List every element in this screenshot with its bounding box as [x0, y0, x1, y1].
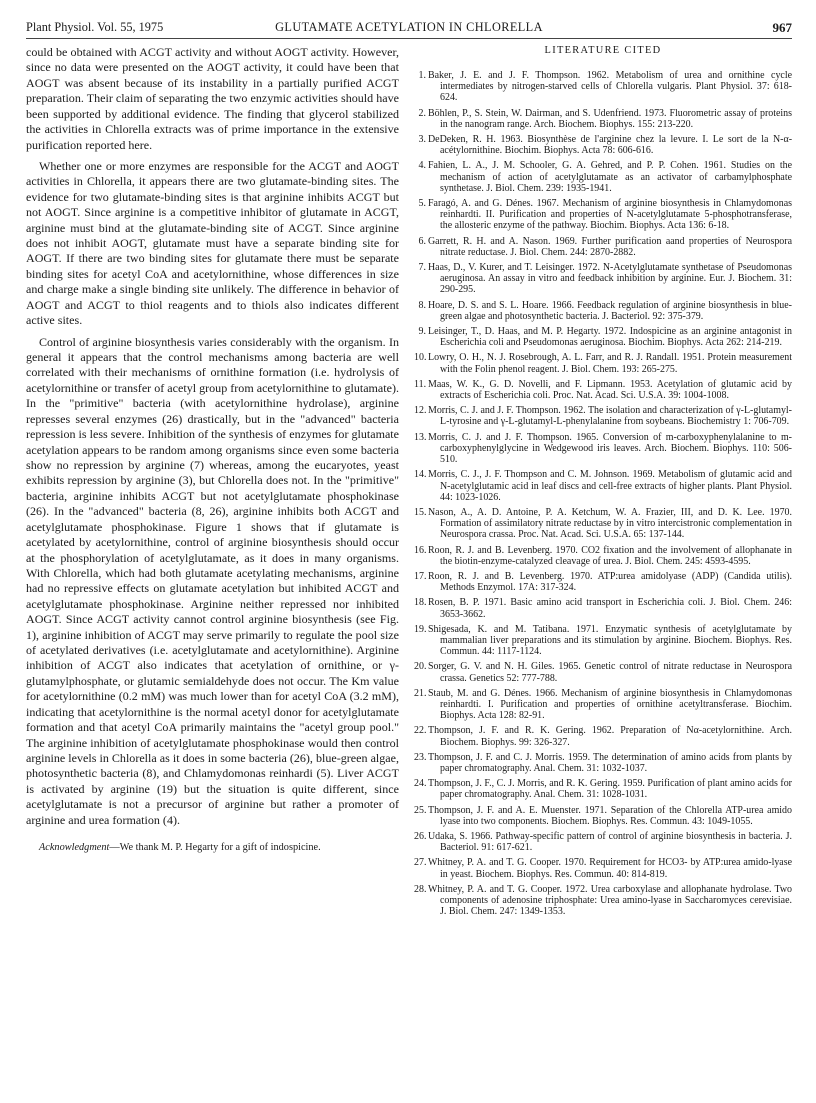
- reference-list: [414, 70, 792, 917]
- reference-text: Sorger, G. V. and N. H. Giles. 1965. Genetic control of nitrate reductase in Neurospora crassa. Genetics 52: 777-788.: [428, 661, 792, 684]
- reference-item: [414, 624, 792, 658]
- reference-item: [414, 507, 792, 541]
- reference-text: Shigesada, K. and M. Tatibana. 1971. Enzymatic synthesis of acetylglutamate by mammalian liver preparations and its stimulation by arginine. Biochem. Biophys. Res. Commun. 44: 1117-1124.: [428, 623, 792, 658]
- reference-number: 13.: [414, 431, 427, 443]
- running-title: GLUTAMATE ACETYLATION IN CHLORELLA: [275, 20, 543, 34]
- reference-number: 3.: [418, 134, 426, 146]
- reference-item: [414, 469, 792, 503]
- reference-item: [414, 352, 792, 374]
- reference-number: 11.: [414, 378, 427, 390]
- body-paragraph: Whether one or more enzymes are responsible for the ACGT and AOGT activities in Chlorella, it appears there are two glutamate-binding sites. The evidence for two glutamate-binding sites is that arginine inhibits ACGT but not AOGT. Since arginine is a competitive inhibitor of glutamate in ACGT, arginine must bind at the glutamate-binding site of ACGT. Since arginine does not inhibit AOGT, glutamate must have a separate binding site for AOGT. If there are two binding sites for glutamate there must be separate binding sites for acetyl CoA and acetylornithine, whose differences in size and charge make a single binding site unlikely. The difference in behavior of AOGT and ACGT to thiol reagents and to thiols also indicates different active sites.: [26, 158, 399, 328]
- reference-number: 23.: [414, 751, 427, 763]
- reference-item: [414, 884, 792, 918]
- reference-number: 24.: [414, 778, 427, 790]
- reference-text: Whitney, P. A. and T. G. Cooper. 1970. Requirement for HCO3- by ATP:urea amido-lyase in yeast. Biochem. Biophys. Res. Commun. 40: 814-819.: [428, 857, 792, 880]
- reference-text: Whitney, P. A. and T. G. Cooper. 1972. Urea carboxylase and allophanate hydrolase. Two components of adenosine triphosphate: Urea amino-lyase in Saccharomyces cerevisiae. J. Biol. Chem. 247: 1349-1353.: [428, 883, 792, 918]
- reference-item: [414, 725, 792, 747]
- reference-number: 5.: [418, 198, 426, 210]
- reference-item: [414, 326, 792, 348]
- reference-number: 22.: [414, 725, 427, 737]
- reference-number: 15.: [414, 506, 427, 518]
- acknowledgment-label: Acknowledgment: [39, 842, 110, 854]
- running-header: [26, 20, 792, 40]
- reference-number: 19.: [414, 623, 427, 635]
- reference-item: [414, 160, 792, 194]
- reference-item: [414, 597, 792, 619]
- reference-text: Nason, A., A. D. Antoine, P. A. Ketchum, W. A. Frazier, III, and D. K. Lee. 1970. Formation of assimilatory nitrate reductase by in vitro intercistronic complementation in Neurospora crassa. Proc. Nat. Acad. Sci. U.S.A. 65: 137-144.: [428, 506, 792, 541]
- reference-number: 9.: [418, 326, 426, 338]
- reference-item: [414, 379, 792, 401]
- reference-text: Thompson, J. F. and R. K. Gering. 1962. Preparation of Nα-acetylornithine. Arch. Biochem. Biophys. 99: 326-327.: [428, 725, 792, 748]
- reference-item: [414, 778, 792, 800]
- reference-item: [414, 300, 792, 322]
- reference-text: Leisinger, T., D. Haas, and M. P. Hegarty. 1972. Indospicine as an arginine antagonist in Escherichia coli and Pseudomonas aeruginosa. Biochim. Biophys. Acta 262: 214-219.: [428, 326, 792, 349]
- reference-text: Staub, M. and G. Dénes. 1966. Mechanism of arginine biosynthesis in Chlamydomonas reinhardti. I. Purification and properties of ornithine acetyltransferase. Biochim. Biophys. Acta 128: 82-91.: [428, 687, 792, 722]
- reference-text: Lowry, O. H., N. J. Rosebrough, A. L. Farr, and R. J. Randall. 1951. Protein measurement with the Folin phenol reagent. J. Biol. Chem. 193: 265-275.: [428, 352, 792, 375]
- reference-number: 20.: [414, 661, 427, 673]
- reference-number: 25.: [414, 804, 427, 816]
- reference-text: Hoare, D. S. and S. L. Hoare. 1966. Feedback regulation of arginine biosynthesis in blue-green algae and photosynthetic bacteria. J. Bacteriol. 92: 375-379.: [428, 299, 792, 322]
- reference-number: 17.: [414, 570, 427, 582]
- reference-text: Thompson, J. F., C. J. Morris, and R. K. Gering. 1959. Purification of plant amino acids for paper chromatography. Anal. Chem. 31: 1028-1031.: [428, 778, 792, 801]
- reference-number: 2.: [418, 107, 426, 119]
- journal-citation: Plant Physiol. Vol. 55, 1975: [26, 20, 164, 34]
- reference-item: [414, 134, 792, 156]
- reference-item: [414, 432, 792, 466]
- reference-item: [414, 831, 792, 853]
- reference-text: Maas, W. K., G. D. Novelli, and F. Lipmann. 1953. Acetylation of glutamic acid by extracts of Escherichia coli. Proc. Nat. Acad. Sci. U.S.A. 39: 1004-1008.: [428, 378, 792, 402]
- body-paragraph: could be obtained with ACGT activity and without AOGT activity. However, since no data were presented on the AOGT activity, it could have been that AOGT was absent because of its instability in a partially purified ACGT preparation. Their claim of separating the two enzymic activities should have been supported by additional evidence. The finding that glycerol stabilized the activities in Chlorella extracts was of prime importance in the extensive purification reported here.: [26, 45, 399, 152]
- reference-number: 10.: [414, 352, 427, 364]
- reference-text: Böhlen, P., S. Stein, W. Dairman, and S. Udenfriend. 1973. Fluorometric assay of proteins in the nanogram range. Arch. Biochem. Biophys. 155: 213-220.: [428, 107, 792, 130]
- reference-text: Roon, R. J. and B. Levenberg. 1970. ATP:urea amidolyase (ADP) (Candida utilis). Methods Enzymol. 17A: 317-324.: [428, 570, 792, 594]
- reference-text: Morris, C. J. and J. F. Thompson. 1962. The isolation and characterization of γ-L-glutamyl-L-tyrosine and γ-L-glutamyl-L-phenylalanine from soybeans. Biochemistry 1: 706-709.: [428, 405, 792, 428]
- reference-text: Haas, D., V. Kurer, and T. Leisinger. 1972. N-Acetylglutamate synthetase of Pseudomonas aeruginosa. An assay in vitro and feedback inhibition by arginine. Eur. J. Biochem. 31: 290-295.: [428, 262, 792, 296]
- reference-number: 18.: [414, 597, 427, 609]
- reference-item: [414, 661, 792, 683]
- acknowledgment-text: —We thank M. P. Hegarty for a gift of indospicine.: [109, 842, 321, 854]
- reference-number: 1.: [418, 70, 426, 81]
- reference-number: 7.: [418, 262, 426, 274]
- body-column: [26, 45, 399, 854]
- reference-text: Baker, J. E. and J. F. Thompson. 1962. Metabolism of urea and ornithine cycle intermediates by nitrogen-starved cells of Chlorella vulgaris. Plant Physiol. 37: 618-624.: [428, 70, 792, 104]
- reference-text: Garrett, R. H. and A. Nason. 1969. Further purification aand properties of Neurospora nitrate reductase. J. Biol. Chem. 244: 2870-2882.: [428, 235, 792, 258]
- header-rule: [26, 38, 792, 39]
- reference-item: [414, 805, 792, 827]
- reference-item: [414, 262, 792, 296]
- reference-number: 26.: [414, 830, 427, 842]
- references-column: [414, 45, 792, 921]
- reference-text: Morris, C. J. and J. F. Thompson. 1965. Conversion of m-carboxyphenylalanine to m-carboxyphenylglycine in Wedgewood iris leaves. Arch. Biochem. Biophys. 110: 506-510.: [428, 431, 792, 466]
- reference-item: [414, 545, 792, 567]
- reference-text: Thompson, J. F. and A. E. Muenster. 1971. Separation of the Chlorella ATP-urea amido lyase into two components. Biochem. Biophys. Res. Commun. 43: 1049-1055.: [428, 804, 792, 827]
- reference-text: Morris, C. J., J. F. Thompson and C. M. Johnson. 1969. Metabolism of glutamic acid and N-acetylglutamic acid in leaf discs and cell-free extracts of higher plants. Plant Physiol. 44: 1023-1026.: [428, 469, 792, 503]
- acknowledgment: [26, 841, 399, 854]
- reference-text: Fahien, L. A., J. M. Schooler, G. A. Gehred, and P. P. Cohen. 1961. Studies on the mechanism of action of acetylglutamate as an activator of carbamylphosphate synthetase. J. Biol. Chem. 239: 1935-1941.: [428, 160, 792, 194]
- reference-item: [414, 688, 792, 722]
- reference-item: [414, 70, 792, 104]
- reference-item: [414, 108, 792, 130]
- reference-item: [414, 571, 792, 593]
- body-paragraph: Control of arginine biosynthesis varies considerably with the organism. In general it appears that the control mechanisms among bacteria are well correlated with their mechanisms of ornithine formation (i.e. hydrolysis of acetylornithine or transfer of acetyl group from acetylornithine to glutamate). In the "primitive" bacteria (with acetylornithine hydrolase), arginine represses several enzymes (26) drastically, but in the "advanced" bacteria repression is less severe. Inhibition of the synthesis of enzymes for glutamate acetylation appears to be random among organisms since even some bacteria show no repression by arginine (7) whereas, among the eucaryotes, yeast exhibits repression by arginine (3), but Chlorella does not. In the "primitive" bacteria, arginine inhibits ACGT but not acetylglutamate phosphokinase (26). In the "advanced" bacteria (8, 26), arginine inhibits both ACGT and acetylglutamate phosphokinase. Figure 1 shows that if glutamate is acetylated by acetylornithine, control of arginine biosynthesis should occur at the phosphorylation of acetylglutamate, as it does in many organisms. With Chlorella, which had both glutamate acetylating mechanisms, arginine had no repressive effects on glutamate acetylation but inhibited ACGT and acetylglutamate phosphokinase. Arginine neither repressed nor inhibited AOGT. Since ACGT activity cannot control arginine biosynthesis (see Fig. 1), arginine inhibition of ACGT may serve primarily to regulate the pool size of acetylated derivatives (i.e. acetylglutamate and acetylornithine). Arginine inhibition of ACGT also indicates that acetylation of ornithine, or γ-glutamylphosphate, or glutamic semialdehyde does not occur. The Km value for acetylornithine (0.2 mM) was much lower than for acetyl CoA (3.2 mM), indicating that acetylornithine is the normal acetyl donor for acetylglutamate formation and that acetyl CoA primarily maintains the "acetyl group pool." The arginine inhibition of acetylglutamate phosphokinase would then control arginine levels in Chlorella as it does in some bacteria (26), blue-green algae, photosynthetic bacteria (8), and Chlamydomonas reinhardi (5). Liver ACGT is activated by arginine (19) but the situation is quite different, since acetylglutamate is not a precursor of arginine but rather a promoter of arginine and urea formation (4).: [26, 334, 399, 827]
- reference-number: 28.: [414, 883, 427, 895]
- reference-item: [414, 405, 792, 427]
- reference-item: [414, 752, 792, 774]
- reference-number: 14.: [414, 469, 427, 481]
- reference-text: Rosen, B. P. 1971. Basic amino acid transport in Escherichia coli. J. Biol. Chem. 246: 3653-3662.: [428, 597, 792, 620]
- reference-number: 21.: [414, 687, 427, 699]
- reference-number: 6.: [418, 235, 426, 247]
- reference-number: 12.: [414, 405, 427, 417]
- reference-text: Faragó, A. and G. Dénes. 1967. Mechanism of arginine biosynthesis in Chlamydomonas reinhardti. II. Purification and properties of N-acetylglutamate 5-phosphotransferase, the allosteric enzyme of the pathway. Biochim. Biophys. Acta 136: 6-18.: [428, 198, 792, 232]
- reference-number: 4.: [418, 160, 426, 172]
- reference-number: 16.: [414, 544, 427, 556]
- reference-item: [414, 198, 792, 232]
- reference-text: Roon, R. J. and B. Levenberg. 1970. CO2 fixation and the involvement of allophanate in the biotin-enzyme-catalyzed cleavage of urea. J. Biol. Chem. 245: 4593-4595.: [428, 544, 792, 567]
- reference-text: Thompson, J. F. and C. J. Morris. 1959. The determination of amino acids from plants by paper chromatography. Anal. Chem. 31: 1032-1037.: [428, 751, 792, 774]
- reference-number: 8.: [418, 299, 426, 311]
- reference-text: DeDeken, R. H. 1963. Biosynthèse de l'arginine chez la levure. I. Le sort de la N-α-acétylornithine. Biochim. Biophys. Acta 78: 606-616.: [428, 134, 792, 157]
- literature-cited-heading: LITERATURE CITED: [544, 45, 662, 56]
- reference-text: Udaka, S. 1966. Pathway-specific pattern of control of arginine biosynthesis in bacteria. J. Bacteriol. 91: 617-621.: [428, 830, 792, 854]
- reference-number: 27.: [414, 857, 427, 869]
- page-number: 967: [772, 20, 792, 35]
- reference-item: [414, 857, 792, 879]
- reference-item: [414, 236, 792, 258]
